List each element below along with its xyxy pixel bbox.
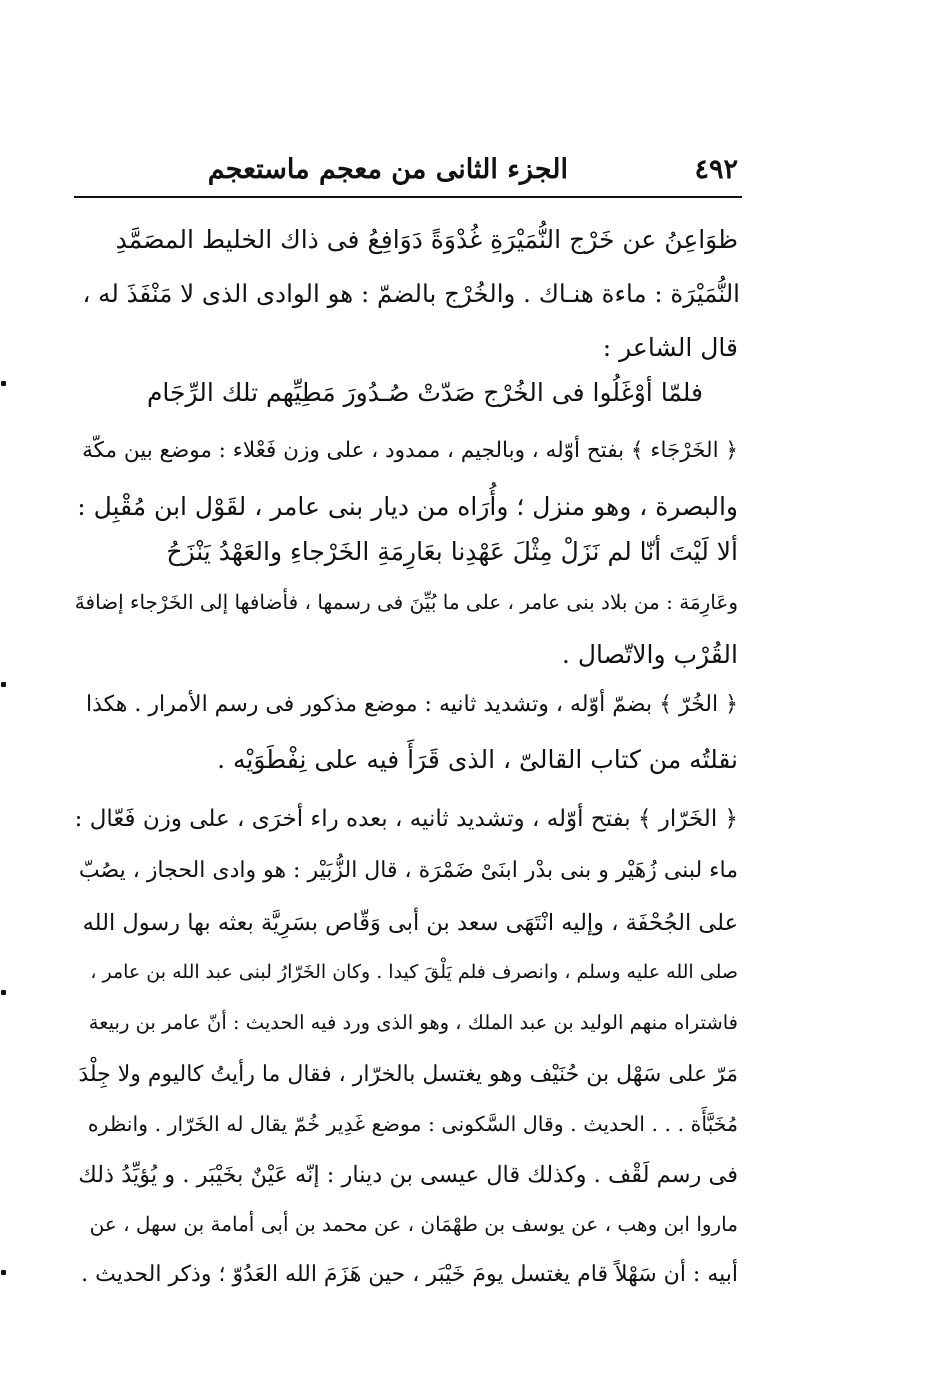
entry-heading-line: ﴿ الخُرّ ﴾ بضمّ أوّله ، وتشديد ثانيه : موضع مذكور فى رسم الأمرار . هكذا — [85, 692, 738, 717]
running-title: الجزء الثانى من معجم ماستعجم — [207, 154, 568, 185]
text-line: القُرْب والاتّصال . — [561, 640, 738, 669]
text-line: قال الشاعر : — [602, 333, 738, 362]
margin-mark — [1, 381, 6, 386]
entry-heading-line: ﴿ الخَرْجَاء ﴾ بفتح أوّله ، وبالجيم ، ممدود ، على وزن فَعْلاء : موضع بين مكّة — [82, 438, 738, 463]
margin-mark — [1, 1270, 6, 1275]
text-line: مَرّ على سَهْل بن حُنَيْف وهو يغتسل بالخرّار ، فقال ما رأيتُ كاليوم ولا جِلْدَ — [78, 1062, 738, 1087]
text-line: وعَارِمَة : من بلاد بنى عامر ، على ما بُيِّنَ فى رسمها ، فأضافها إلى الخَرْجاء إضافةَ — [74, 590, 738, 614]
text-line: والبصرة ، وهو منزل ؛ وأُرَاه من ديار بنى عامر ، لقَوْل ابن مُقْبِل : — [77, 492, 738, 521]
margin-mark — [1, 682, 6, 687]
text-line: فاشتراه منهم الوليد بن عبد الملك ، وهو الذى ورد فيه الحديث : أنّ عامر بن ربيعة — [88, 1011, 738, 1034]
margin-mark — [1, 990, 6, 995]
verse-line: فلمّا أوْغَلُوا فى الخُرْج صَدّتْ صُـدُورَ مَطِيِّهم تلك الرِّجَام — [146, 378, 703, 407]
text-line: ماء لبنى زُهَيْر و بنى بدْر ابنَىْ ضَمْرَة ، قال الزُّبَيْر : هو وادى الحجاز ، يصُبّ — [78, 858, 738, 883]
text-line: ماروا ابن وهب ، عن يوسف بن طهْمَان ، عن محمد بن أبى أمامة بن سهل ، عن — [89, 1212, 738, 1236]
text-line: أبيه : أن سَهْلاً قام يغتسل يومَ خَيْبَر ، حين هَزَمَ الله العَدُوّ ؛ وذكر الحديث . — [81, 1262, 738, 1287]
text-line: النُّمَيْرَة : ماءة هنـاك . والخُرْج بالضمّ : هو الوادى الذى لا مَنْفَذَ له ، — [82, 279, 740, 308]
entry-heading-line: ﴿ الخَرّار ﴾ بفتح أوّله ، وتشديد ثانيه ، بعده راء أخرَى ، على وزن فَعّال : — [74, 806, 738, 832]
text-line: فى رسم لَقْف . وكذلك قال عيسى بن دينار : إنّه عَيْنٌ بخَيْبَر . و يُؤيِّدُ ذلك — [78, 1162, 738, 1188]
page-number: ٤٩٢ — [694, 154, 738, 185]
text-line: صلى الله عليه وسلم ، وانصرف فلم يَلْقَ كيدا . وكان الخَرّارُ لبنى عبد الله بن عامر ، — [90, 961, 738, 983]
text-line: على الجُحْفَة ، وإليه انْتَهَى سعد بن أبى وَقّاص بسَرِيَّة بعثه بها رسول الله — [82, 910, 738, 936]
verse-line: ظوَاعِنُ عن خَرْج النُّمَيْرَةِ غُدْوَةً دَوَافِعُ فى ذاك الخليط المصَمَّدِ — [115, 225, 738, 254]
text-line: نقلتُه من كتاب القالىّ ، الذى قَرَأَ فيه على نِفْطَوَيْه . — [217, 745, 738, 774]
verse-line: ألا لَيْتَ أنّا لم نَزَلْ مِثْلَ عَهْدِنا بعَارِمَةِ الخَرْجاءِ والعَهْدُ يَنْزَحُ — [166, 537, 738, 566]
text-line: مُخَبَّأَة . . . الحديث . وقال السَّكونى : موضع غَدِير خُمّ يقال له الخَرّار . وانظره — [87, 1112, 738, 1136]
